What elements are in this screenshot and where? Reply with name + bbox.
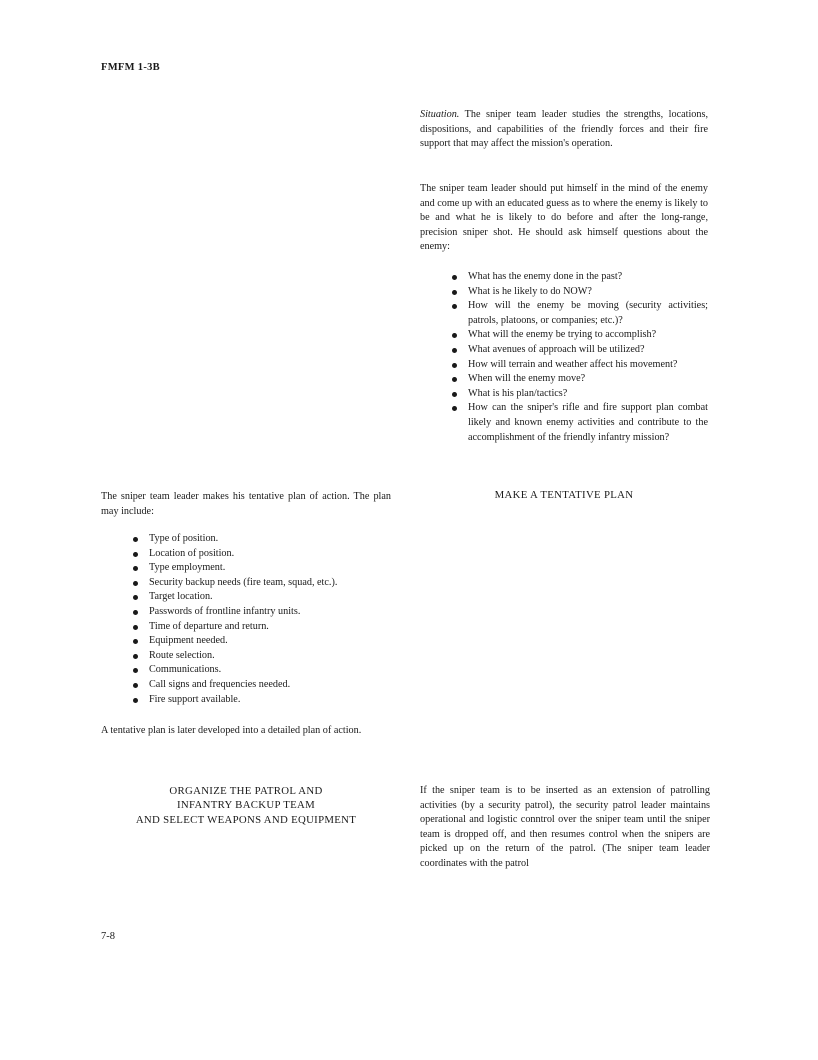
situation-lead: Situation. [420, 109, 460, 120]
list-item: What is he likely to do NOW? [452, 285, 708, 300]
tentative-closing: A tentative plan is later developed into a detailed plan of action. [101, 725, 362, 736]
section-heading-organize-patrol [101, 784, 391, 827]
list-item: Fire support available. [133, 693, 391, 708]
list-item: Route selection. [133, 649, 391, 664]
organize-paragraph: If the sniper team is to be inserted as an extension of patrolling activities (by a security patrol), the security patrol leader maintains operational and logistic conntrol over the sniper team until the sniper team is dropped off, and then resumes control when the snipers are picked up on the return of the patrol. (The sniper team leader coordinates with the patrol [420, 785, 710, 869]
list-item: When will the enemy move? [452, 372, 708, 387]
list-item: Target location. [133, 590, 391, 605]
section-heading-tentative-plan: MAKE A TENTATIVE PLAN [494, 489, 634, 501]
list-item: Passwords of frontline infantry units. [133, 605, 391, 620]
page-number: 7-8 [101, 931, 115, 942]
heading-line: ORGANIZE THE PATROL AND [169, 785, 323, 797]
situation-text: The sniper team leader studies the strengths, locations, dispositions, and capabilities of the friendly forces and their fire support that may affect the mission's operation. [420, 109, 708, 150]
list-item: Type of position. [133, 532, 391, 547]
list-item: What is his plan/tactics? [452, 387, 708, 402]
list-item: Type employment. [133, 561, 391, 576]
list-item: How can the sniper's rifle and fire support plan combat likely and known enemy activities and contribute to the accomplishment of the friendly infantry mission? [452, 401, 708, 445]
list-item: Communications. [133, 663, 391, 678]
heading-line: AND SELECT WEAPONS AND EQUIPMENT [135, 813, 357, 826]
situation-paragraph [420, 108, 708, 152]
list-item: Call signs and frequencies needed. [133, 678, 391, 693]
list-item: Location of position. [133, 547, 391, 562]
list-item: How will the enemy be moving (security activities; patrols, platoons, or companies; etc.)? [452, 299, 708, 328]
list-item: What has the enemy done in the past? [452, 270, 708, 285]
enemy-questions-list [452, 270, 708, 445]
plan-items-list [133, 532, 391, 707]
list-item: What avenues of approach will be utilized? [452, 343, 708, 358]
list-item: Time of departure and return. [133, 620, 391, 635]
heading-line: INFANTRY BACKUP TEAM [177, 799, 315, 812]
list-item: Equipment needed. [133, 634, 391, 649]
list-item: Security backup needs (fire team, squad, etc.). [133, 576, 391, 591]
list-item: What will the enemy be trying to accomplish? [452, 328, 708, 343]
running-header: FMFM 1-3B [101, 62, 160, 73]
tentative-intro: The sniper team leader makes his tentative plan of action. The plan may include: [101, 491, 391, 517]
list-item: How will terrain and weather affect his movement? [452, 358, 708, 373]
enemy-paragraph: The sniper team leader should put himself in the mind of the enemy and come up with an educated guess as to where the enemy is likely to be and what he is likely to do before and after the long-range, precision sniper shot. He should ask himself questions about the enemy: [420, 183, 708, 253]
